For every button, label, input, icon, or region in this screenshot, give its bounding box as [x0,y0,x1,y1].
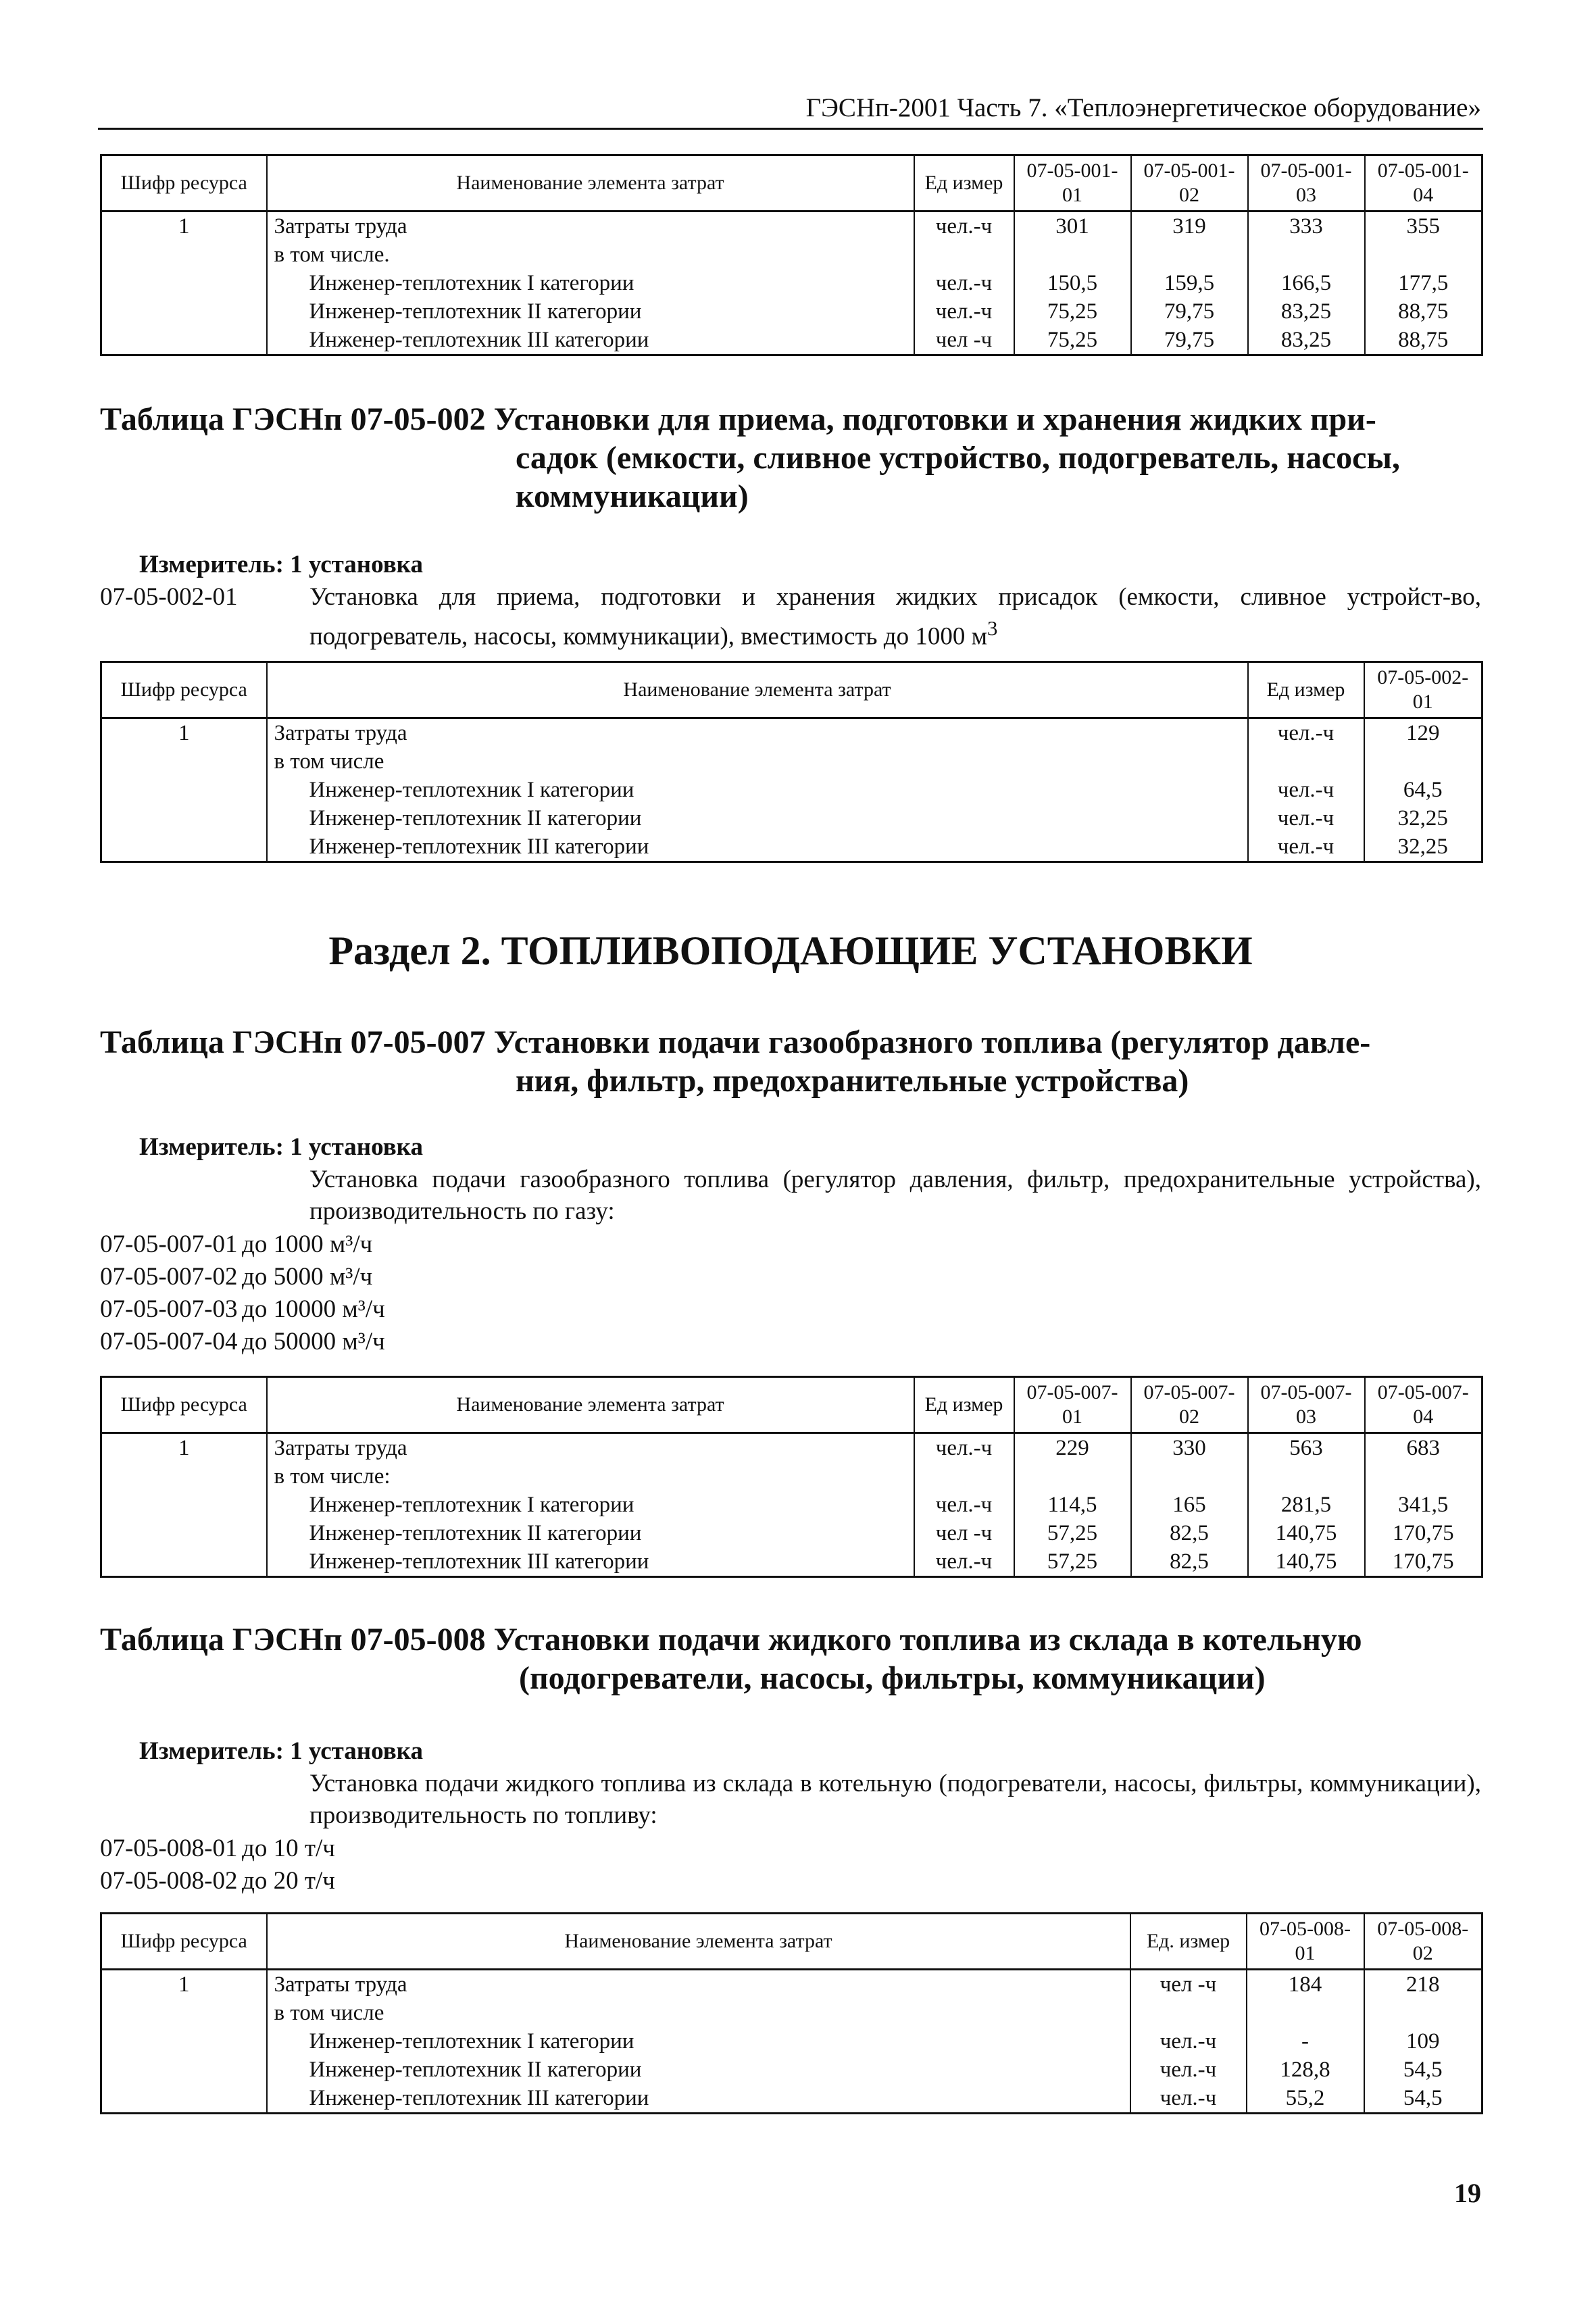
norm-value: 83,25 [1248,326,1365,355]
resource-name: Инженер-теплотехник II категории [267,1519,914,1547]
norm-value: 83,25 [1248,297,1365,326]
table-row [101,211,1482,241]
col-header-name: Наименование элемента затрат [267,1914,1130,1970]
col-header-norm: 07-05-007-01 [1014,1377,1131,1433]
norm-value: 129 [1364,718,1482,748]
measure-value: 1 установка [290,1133,423,1161]
norm-value: 128,8 [1247,2056,1364,2084]
resource-unit [1248,747,1364,776]
caption-line: ния, фильтр, предохранительные устройства) [516,1063,1189,1099]
norm-value: 55,2 [1247,2084,1364,2114]
norm-item-text [309,581,1481,652]
norm-item-value: до 1000 м³/ч [242,1230,373,1258]
norm-intro [100,1164,1481,1227]
table-row [101,1519,1482,1547]
resource-code [101,297,267,326]
col-header-norm: 07-05-001-03 [1248,155,1365,211]
norm-value [1365,241,1482,269]
caption-line: садок (емкости, сливное устройство, подогреватель, насосы, [516,440,1400,476]
caption-line: Таблица ГЭСНп 07-05-007 Установки подачи газообразного топлива (регулятор давле- [100,1024,1371,1060]
norm-value: 170,75 [1365,1519,1482,1547]
table-row [101,269,1482,297]
caption-line: коммуникации) [516,478,749,514]
norm-item-code: 07-05-002-01 [100,583,238,611]
table-row [101,1547,1482,1577]
measure-value: 1 установка [290,1737,423,1765]
table-caption-07-05-008 [100,1620,1481,1697]
norm-value: 301 [1014,211,1131,241]
table-row [101,832,1482,862]
table-07-05-008-block [100,1912,1481,2114]
col-header-code: Шифр ресурса [101,155,267,211]
norm-value: 330 [1131,1433,1248,1463]
norm-value: 341,5 [1365,1491,1482,1519]
norm-value: 109 [1364,2027,1482,2056]
resource-code [101,1999,267,2027]
norm-intro-text: Установка подачи жидкого топлива из склада в котельную (подогреватели, насосы, фильтры, коммуникации), производительность по топливу: [309,1770,1481,1829]
table-07-05-002-block [100,661,1481,863]
norm-value: 75,25 [1014,297,1131,326]
resource-code [101,2056,267,2084]
norm-intro-spacer [100,1768,309,1831]
norm-value: 88,75 [1365,326,1482,355]
col-header-norm: 07-05-002-01 [1364,662,1482,718]
col-header-unit: Ед измер [914,1377,1014,1433]
resource-unit: чел.-ч [1130,2056,1247,2084]
norm-value: 159,5 [1131,269,1248,297]
norm-value [1131,1462,1248,1491]
col-header-unit: Ед. измер [1130,1914,1247,1970]
norm-value: 54,5 [1364,2084,1482,2114]
norm-value [1365,1462,1482,1491]
table-row [101,1999,1482,2027]
table-row [101,747,1482,776]
table-row [101,1491,1482,1519]
norm-value [1014,1462,1131,1491]
norm-item [100,1261,1481,1293]
norm-value: 57,25 [1014,1547,1131,1577]
norm-value: 140,75 [1248,1547,1365,1577]
norm-value: 150,5 [1014,269,1131,297]
norm-item-code: 07-05-008-01 [100,1835,238,1862]
resource-table-07-05-001 [100,154,1483,356]
caption-line: (подогреватели, насосы, фильтры, коммуникации) [519,1660,1266,1696]
resource-code [101,1462,267,1491]
table-header-row [101,1377,1482,1433]
norm-value: 82,5 [1131,1519,1248,1547]
resource-code [101,326,267,355]
table-row [101,2056,1482,2084]
norm-value [1014,241,1131,269]
resource-unit: чел.-ч [914,1491,1014,1519]
table-row [101,2084,1482,2114]
norm-item-description: Установка для приема, подготовки и хранения жидких присадок (емкости, сливное устройст-во, подогреватель, насосы, коммуникации), вместимость до 1000 м [309,583,1481,651]
norm-value: 32,25 [1364,832,1482,862]
resource-unit [914,241,1014,269]
norm-item-value: до 50000 м³/ч [242,1328,385,1355]
measure-label: Измеритель: [139,1737,284,1765]
resource-unit: чел.-ч [1130,2084,1247,2114]
resource-name: Инженер-теплотехник I категории [267,1491,914,1519]
col-header-name: Наименование элемента затрат [267,662,1248,718]
norm-value: 64,5 [1364,776,1482,804]
col-header-name: Наименование элемента затрат [267,1377,914,1433]
norm-item-value: до 5000 м³/ч [242,1263,373,1291]
norm-item-text [242,1865,1481,1897]
norm-intro-text: Установка подачи газообразного топлива (регулятор давления, фильтр, предохранительные устройства), производительность по газу: [309,1166,1481,1225]
running-header: ГЭСНп-2001 Часть 7. «Теплоэнергетическое оборудование» [805,93,1481,122]
resource-name: Инженер-теплотехник I категории [267,776,1248,804]
col-header-code: Шифр ресурса [101,1377,267,1433]
norm-item [100,1326,1481,1358]
resource-name: Затраты труда [267,1970,1130,1999]
resource-code: 1 [101,1970,267,1999]
measure-line [100,1131,1481,1163]
norm-value: 166,5 [1248,269,1365,297]
col-header-norm: 07-05-008-02 [1364,1914,1482,1970]
norm-value: 355 [1365,211,1482,241]
col-header-norm: 07-05-007-03 [1248,1377,1365,1433]
resource-unit: чел.-ч [1130,2027,1247,2056]
col-header-norm: 07-05-001-01 [1014,155,1131,211]
resource-name: Инженер-теплотехник III категории [267,2084,1130,2114]
norm-item-text [242,1833,1481,1864]
resource-name: Инженер-теплотехник II категории [267,297,914,326]
resource-unit: чел -ч [1130,1970,1247,1999]
resource-code [101,1519,267,1547]
resource-code: 1 [101,1433,267,1463]
norm-value: 88,75 [1365,297,1482,326]
norm-value: 563 [1248,1433,1365,1463]
resource-name: Инженер-теплотехник I категории [267,269,914,297]
measure-line [100,549,1481,580]
col-header-unit: Ед измер [914,155,1014,211]
norm-value [1364,1999,1482,2027]
resource-name: в том числе [267,1999,1130,2027]
table-caption-07-05-002 [100,400,1481,516]
resource-unit: чел.-ч [914,269,1014,297]
norm-value: 114,5 [1014,1491,1131,1519]
norm-value: 165 [1131,1491,1248,1519]
table-header-row [101,662,1482,718]
table-row [101,2027,1482,2056]
norm-value: 32,25 [1364,804,1482,832]
norm-item-code: 07-05-007-03 [100,1295,238,1323]
measure-label: Измеритель: [139,1133,284,1161]
measure-line [100,1735,1481,1767]
header-rule [98,128,1483,130]
resource-unit: чел.-ч [914,297,1014,326]
resource-name: в том числе. [267,241,914,269]
resource-code [101,2084,267,2114]
resource-name: в том числе [267,747,1248,776]
norm-value [1248,1462,1365,1491]
norm-item-value: до 20 т/ч [242,1867,335,1895]
resource-unit: чел.-ч [914,211,1014,241]
norm-item-text [242,1228,1481,1260]
norm-intro [100,1768,1481,1831]
norm-value [1248,241,1365,269]
resource-name: Инженер-теплотехник III категории [267,832,1248,862]
table-07-05-001-block [100,154,1481,356]
resource-code [101,2027,267,2056]
norm-value: 229 [1014,1433,1131,1463]
norm-item [100,1293,1481,1325]
resource-unit: чел.-ч [1248,718,1364,748]
resource-code [101,1547,267,1577]
table-row [101,1970,1482,1999]
table-row [101,1433,1482,1463]
resource-unit: чел -ч [914,326,1014,355]
norm-value [1131,241,1248,269]
norm-item [100,581,1481,652]
resource-name: Инженер-теплотехник I категории [267,2027,1130,2056]
table-07-05-007-block [100,1376,1481,1578]
norm-item-code: 07-05-007-02 [100,1263,238,1291]
table-header-row [101,155,1482,211]
norm-value: 281,5 [1248,1491,1365,1519]
norm-item [100,1833,1481,1864]
norm-value: 82,5 [1131,1547,1248,1577]
norm-value: 184 [1247,1970,1364,1999]
caption-line: Таблица ГЭСНп 07-05-002 Установки для приема, подготовки и хранения жидких при- [100,401,1376,437]
resource-name: Инженер-теплотехник III категории [267,326,914,355]
norm-value: 140,75 [1248,1519,1365,1547]
table-row [101,718,1482,748]
norm-value: 177,5 [1365,269,1482,297]
resource-table-07-05-008 [100,1912,1483,2114]
resource-table-07-05-002 [100,661,1483,863]
norm-item-text [242,1261,1481,1293]
col-header-norm: 07-05-001-04 [1365,155,1482,211]
table-caption-07-05-007 [100,1023,1481,1100]
norm-value: 333 [1248,211,1365,241]
resource-unit: чел.-ч [1248,832,1364,862]
resource-code [101,832,267,862]
resource-unit: чел.-ч [914,1547,1014,1577]
col-header-norm: 07-05-007-04 [1365,1377,1482,1433]
norm-item [100,1865,1481,1897]
norm-value [1247,1999,1364,2027]
resource-code: 1 [101,211,267,241]
table-row [101,326,1482,355]
table-row [101,776,1482,804]
norm-item [100,1228,1481,1260]
norm-item-code: 07-05-008-02 [100,1867,238,1895]
norm-value: 683 [1365,1433,1482,1463]
resource-code: 1 [101,718,267,748]
measure-value: 1 установка [290,551,423,578]
resource-code [101,747,267,776]
norm-value: - [1247,2027,1364,2056]
col-header-norm: 07-05-001-02 [1131,155,1248,211]
norm-value: 319 [1131,211,1248,241]
resource-name: Затраты труда [267,718,1248,748]
table-row [101,804,1482,832]
norm-value: 79,75 [1131,326,1248,355]
col-header-code: Шифр ресурса [101,1914,267,1970]
resource-unit: чел.-ч [914,1433,1014,1463]
resource-unit: чел.-ч [1248,776,1364,804]
norm-value: 218 [1364,1970,1482,1999]
norm-value: 170,75 [1365,1547,1482,1577]
table-row [101,1462,1482,1491]
superscript: 3 [987,617,998,640]
resource-unit: чел -ч [914,1519,1014,1547]
col-header-name: Наименование элемента затрат [267,155,914,211]
resource-name: Инженер-теплотехник II категории [267,804,1248,832]
resource-unit: чел.-ч [1248,804,1364,832]
norm-item-text [242,1293,1481,1325]
col-header-unit: Ед измер [1248,662,1364,718]
resource-code [101,1491,267,1519]
norm-value: 54,5 [1364,2056,1482,2084]
section-title: Раздел 2. ТОПЛИВОПОДАЮЩИЕ УСТАНОВКИ [328,928,1253,973]
norm-item-value: до 10 т/ч [242,1835,335,1862]
table-row [101,297,1482,326]
resource-code [101,269,267,297]
table-header-row [101,1914,1482,1970]
norm-item-code: 07-05-007-01 [100,1230,238,1258]
caption-line: Таблица ГЭСНп 07-05-008 Установки подачи жидкого топлива из склада в котельную [100,1622,1362,1658]
page-number: 19 [1454,2178,1481,2208]
resource-name: Инженер-теплотехник III категории [267,1547,914,1577]
norm-value [1364,747,1482,776]
norm-intro-spacer [100,1164,309,1227]
resource-unit [914,1462,1014,1491]
norm-value: 79,75 [1131,297,1248,326]
col-header-norm: 07-05-007-02 [1131,1377,1248,1433]
resource-code [101,776,267,804]
col-header-norm: 07-05-008-01 [1247,1914,1364,1970]
norm-value: 75,25 [1014,326,1131,355]
measure-label: Измеритель: [139,551,284,578]
norm-item-text [242,1326,1481,1358]
resource-unit [1130,1999,1247,2027]
norm-item-code: 07-05-007-04 [100,1328,238,1355]
resource-name: Затраты труда [267,211,914,241]
table-row [101,241,1482,269]
norm-item-value: до 10000 м³/ч [242,1295,385,1323]
col-header-code: Шифр ресурса [101,662,267,718]
norm-value: 57,25 [1014,1519,1131,1547]
resource-name: в том числе: [267,1462,914,1491]
resource-name: Затраты труда [267,1433,914,1463]
resource-code [101,804,267,832]
resource-code [101,241,267,269]
resource-table-07-05-007 [100,1376,1483,1578]
resource-name: Инженер-теплотехник II категории [267,2056,1130,2084]
